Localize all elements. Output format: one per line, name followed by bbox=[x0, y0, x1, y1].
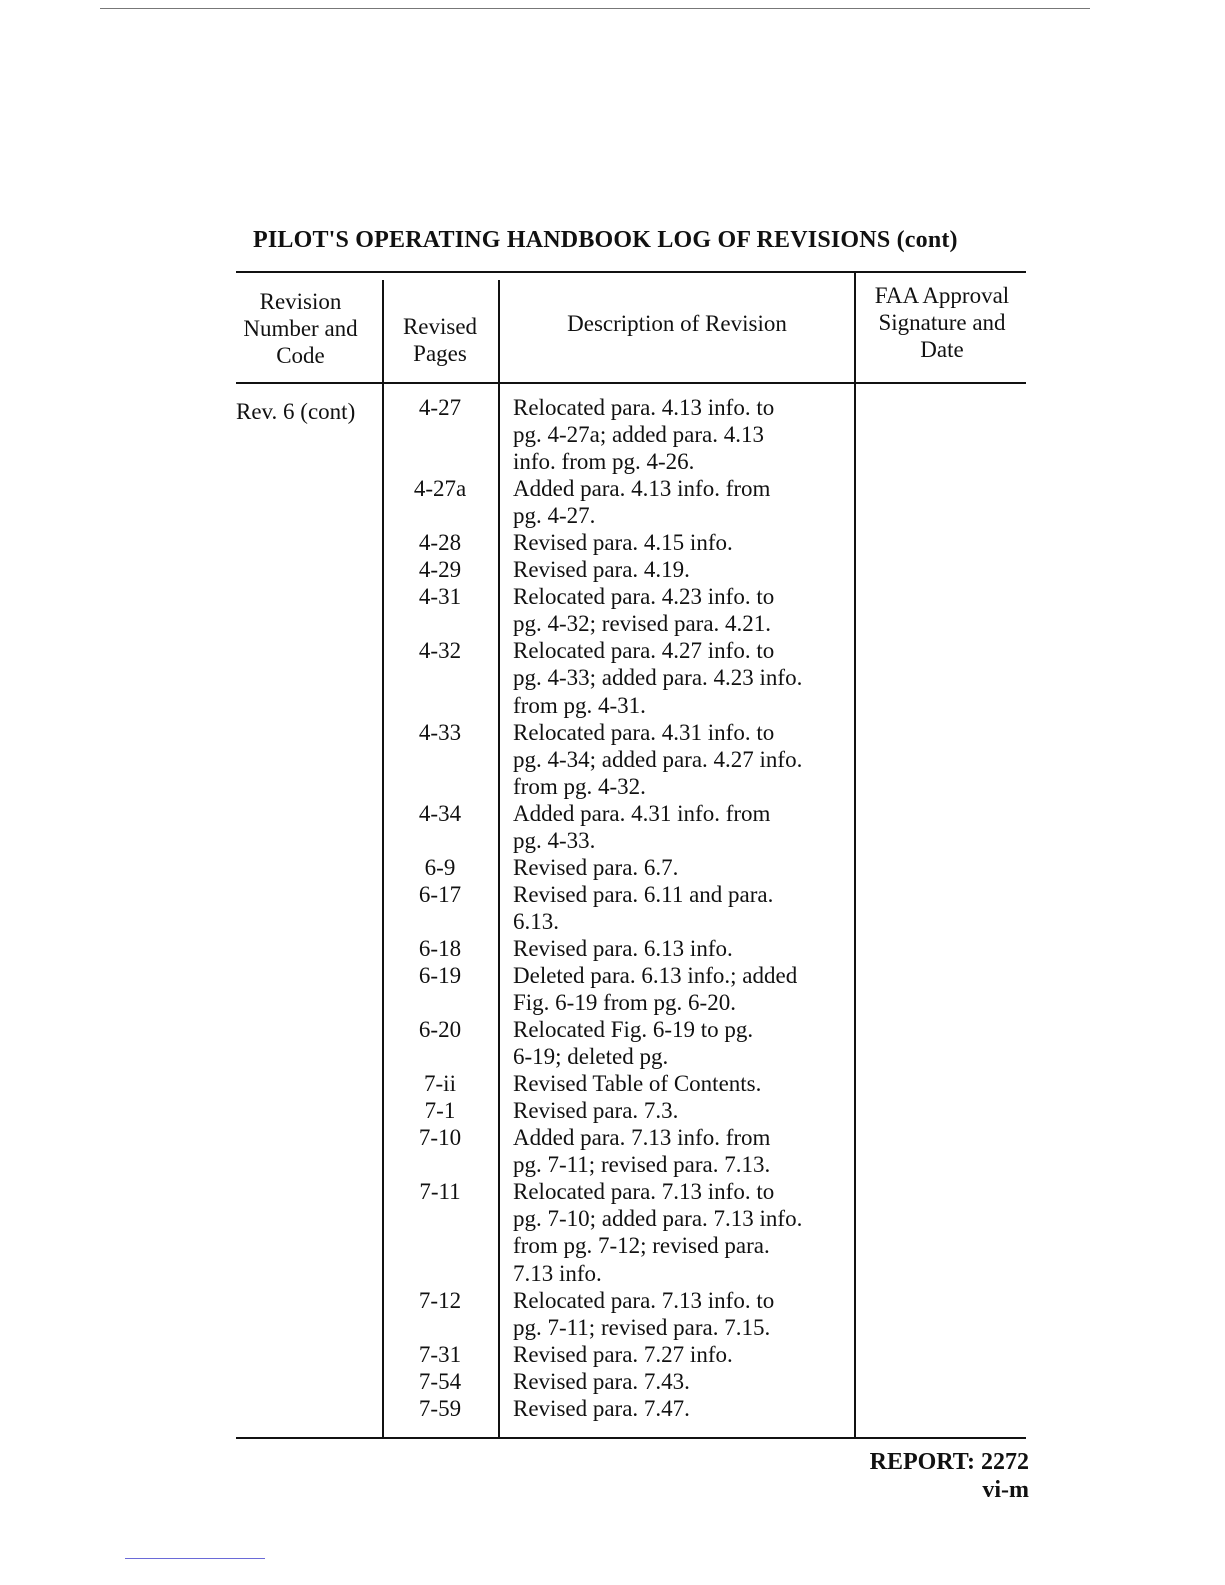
description-line: pg. 4-33; added para. 4.23 info. bbox=[513, 665, 803, 691]
revised-page-spacer bbox=[384, 610, 496, 637]
revised-page: 4-34 bbox=[418, 800, 462, 826]
description-line: Relocated para. 4.31 info. to bbox=[513, 719, 775, 745]
revised-page: 6-18 bbox=[418, 935, 462, 961]
top-rule bbox=[100, 8, 1090, 9]
description-line: Revised para. 7.3. bbox=[513, 1098, 679, 1124]
description-line: pg. 4-27a; added para. 4.13 bbox=[513, 422, 765, 448]
revised-page: 7-ii bbox=[424, 1071, 456, 1097]
description-line: 7.13 info. bbox=[513, 1260, 602, 1286]
revised-page: 4-33 bbox=[418, 719, 462, 745]
revised-page: 7-11 bbox=[419, 1179, 461, 1205]
revised-page: 7-31 bbox=[418, 1341, 462, 1367]
description-line: Revised para. 6.11 and para. bbox=[513, 881, 774, 907]
description-line: Revised para. 4.19. bbox=[513, 557, 690, 583]
revised-page-spacer bbox=[384, 664, 496, 691]
description-line: Relocated para. 4.23 info. to bbox=[513, 584, 775, 610]
revised-page: 4-29 bbox=[418, 557, 462, 583]
description-line: Revised para. 7.43. bbox=[513, 1368, 690, 1394]
report-number: REPORT: 2272 bbox=[869, 1449, 1029, 1475]
page-title: PILOT'S OPERATING HANDBOOK LOG OF REVISIONS (cont) bbox=[253, 227, 958, 253]
revised-page: 4-32 bbox=[418, 638, 462, 664]
revised-page-spacer bbox=[384, 1314, 496, 1341]
revised-page: 4-28 bbox=[418, 530, 462, 556]
description-line: Relocated para. 7.13 info. to bbox=[513, 1287, 775, 1313]
revised-page-spacer bbox=[384, 1043, 496, 1070]
description-column bbox=[513, 394, 858, 1422]
description-line: pg. 4-27. bbox=[513, 503, 596, 529]
revised-page-spacer bbox=[384, 692, 496, 719]
bottom-rule bbox=[125, 1558, 265, 1559]
description-line: Added para. 4.31 info. from bbox=[513, 800, 771, 826]
description-line: pg. 4-34; added para. 4.27 info. bbox=[513, 746, 803, 772]
description-line: Added para. 4.13 info. from bbox=[513, 476, 771, 502]
revised-page-spacer bbox=[384, 773, 496, 800]
description-line: 6-19; deleted pg. bbox=[513, 1044, 669, 1070]
revised-page-spacer bbox=[384, 989, 496, 1016]
revised-page-spacer bbox=[384, 1151, 496, 1178]
header-faa-approval: FAA Approval Signature and Date bbox=[874, 283, 1010, 362]
description-line: pg. 4-33. bbox=[513, 827, 596, 853]
revised-page: 6-17 bbox=[418, 881, 462, 907]
description-line: Revised para. 6.13 info. bbox=[513, 935, 733, 961]
revised-page-spacer bbox=[384, 448, 496, 475]
description-line: Relocated para. 7.13 info. to bbox=[513, 1179, 775, 1205]
revised-page: 7-1 bbox=[424, 1098, 456, 1124]
description-line: Revised para. 6.7. bbox=[513, 854, 679, 880]
description-line: Fig. 6-19 from pg. 6-20. bbox=[513, 990, 736, 1016]
header-revised-pages: Revised Pages bbox=[402, 314, 478, 366]
description-line: pg. 4-32; revised para. 4.21. bbox=[513, 611, 772, 637]
revised-page-spacer bbox=[384, 421, 496, 448]
description-line: Relocated para. 4.13 info. to bbox=[513, 395, 775, 420]
revised-page: 7-54 bbox=[418, 1368, 462, 1394]
revised-page: 4-27a bbox=[413, 476, 467, 502]
revised-page-spacer bbox=[384, 1205, 496, 1232]
description-line: Relocated Fig. 6-19 to pg. bbox=[513, 1017, 754, 1043]
header-description: Description of Revision bbox=[567, 311, 787, 336]
table-bottom-rule bbox=[236, 1437, 1026, 1439]
revision-log-table bbox=[236, 271, 1026, 1440]
revised-pages-column bbox=[384, 394, 496, 1422]
description-line: Revised para. 4.15 info. bbox=[513, 530, 733, 556]
description-line: Added para. 7.13 info. from bbox=[513, 1125, 771, 1151]
column-divider-2 bbox=[498, 280, 500, 1437]
revised-page: 4-31 bbox=[418, 584, 462, 610]
revised-page-spacer bbox=[384, 1260, 496, 1287]
description-line: 6.13. bbox=[513, 908, 559, 934]
revised-page: 6-20 bbox=[418, 1017, 462, 1043]
revised-page-spacer bbox=[384, 908, 496, 935]
description-line: from pg. 4-31. bbox=[513, 692, 646, 718]
revised-page: 7-59 bbox=[418, 1395, 462, 1421]
description-line: Deleted para. 6.13 info.; added bbox=[513, 962, 798, 988]
description-line: Revised para. 7.27 info. bbox=[513, 1341, 733, 1367]
revised-page-spacer bbox=[384, 1232, 496, 1259]
description-line: info. from pg. 4-26. bbox=[513, 449, 695, 475]
revised-page: 4-27 bbox=[418, 395, 462, 420]
revised-page-spacer bbox=[384, 502, 496, 529]
revised-page: 7-10 bbox=[418, 1125, 462, 1151]
header-bottom-rule bbox=[236, 382, 1026, 384]
page-number: vi-m bbox=[982, 1477, 1029, 1503]
revised-page-spacer bbox=[384, 827, 496, 854]
description-line: pg. 7-10; added para. 7.13 info. bbox=[513, 1206, 803, 1232]
description-line: Revised Table of Contents. bbox=[513, 1071, 762, 1097]
description-line: pg. 7-11; revised para. 7.13. bbox=[513, 1152, 771, 1178]
description-line: pg. 7-11; revised para. 7.15. bbox=[513, 1314, 771, 1340]
table-top-rule bbox=[236, 271, 1026, 273]
revised-page: 6-9 bbox=[424, 854, 456, 880]
header-revision-number: Revision Number and Code bbox=[243, 289, 358, 368]
description-line: from pg. 7-12; revised para. bbox=[513, 1233, 770, 1259]
description-line: from pg. 4-32. bbox=[513, 773, 646, 799]
revised-page: 7-12 bbox=[418, 1287, 462, 1313]
description-line: Relocated para. 4.27 info. to bbox=[513, 638, 775, 664]
revision-code: Rev. 6 (cont) bbox=[236, 399, 356, 424]
description-line: Revised para. 7.47. bbox=[513, 1395, 690, 1421]
revised-page-spacer bbox=[384, 746, 496, 773]
revised-page: 6-19 bbox=[418, 962, 462, 988]
